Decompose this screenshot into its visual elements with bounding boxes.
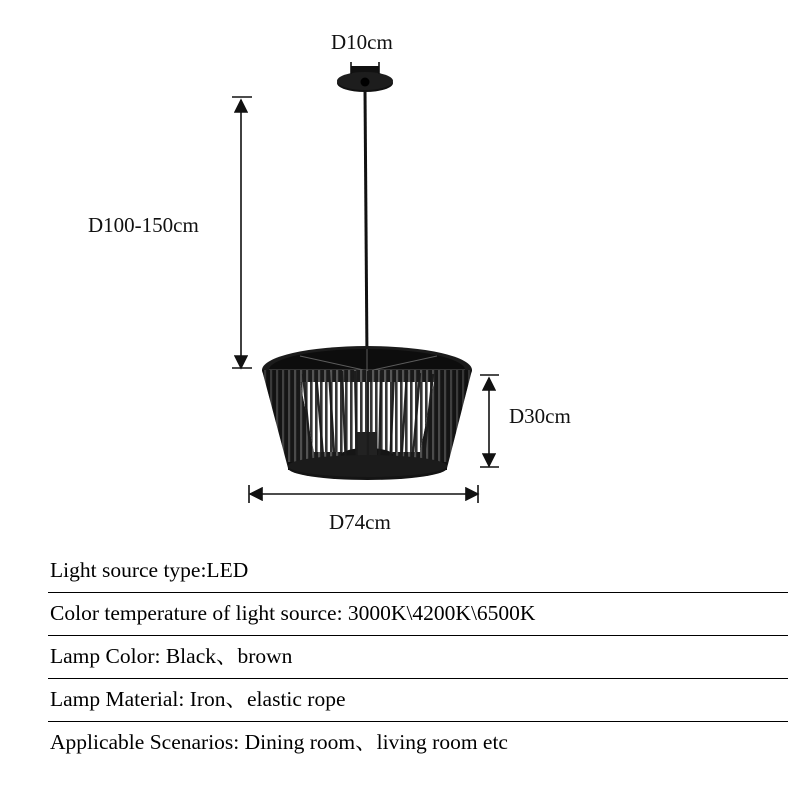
spec-row-lamp-material: Lamp Material: Iron、elastic rope — [48, 679, 788, 722]
dimension-label-shade-height: D30cm — [509, 404, 571, 428]
spec-row-applicable-scenarios: Applicable Scenarios: Dining room、living room etc — [50, 730, 508, 755]
suspension-cord — [365, 90, 367, 360]
specification-table — [48, 550, 788, 764]
spec-row-color-temperature: Color temperature of light source: 3000K\4200K\6500K — [48, 593, 788, 636]
lamp-shade — [262, 346, 472, 480]
dimension-drop-height — [232, 97, 252, 368]
spec-row-light-source-type: Light source type:LED — [48, 550, 788, 593]
dimension-shade-height — [480, 375, 499, 467]
dimension-shade-diameter — [249, 485, 478, 503]
ceiling-canopy — [337, 66, 393, 92]
dimension-label-top-canopy: D10cm — [331, 30, 393, 54]
spec-row-lamp-color: Lamp Color: Black、brown — [48, 636, 788, 679]
dimension-label-shade-diameter: D74cm — [329, 510, 391, 534]
dimension-label-drop-height: D100-150cm — [88, 213, 199, 237]
